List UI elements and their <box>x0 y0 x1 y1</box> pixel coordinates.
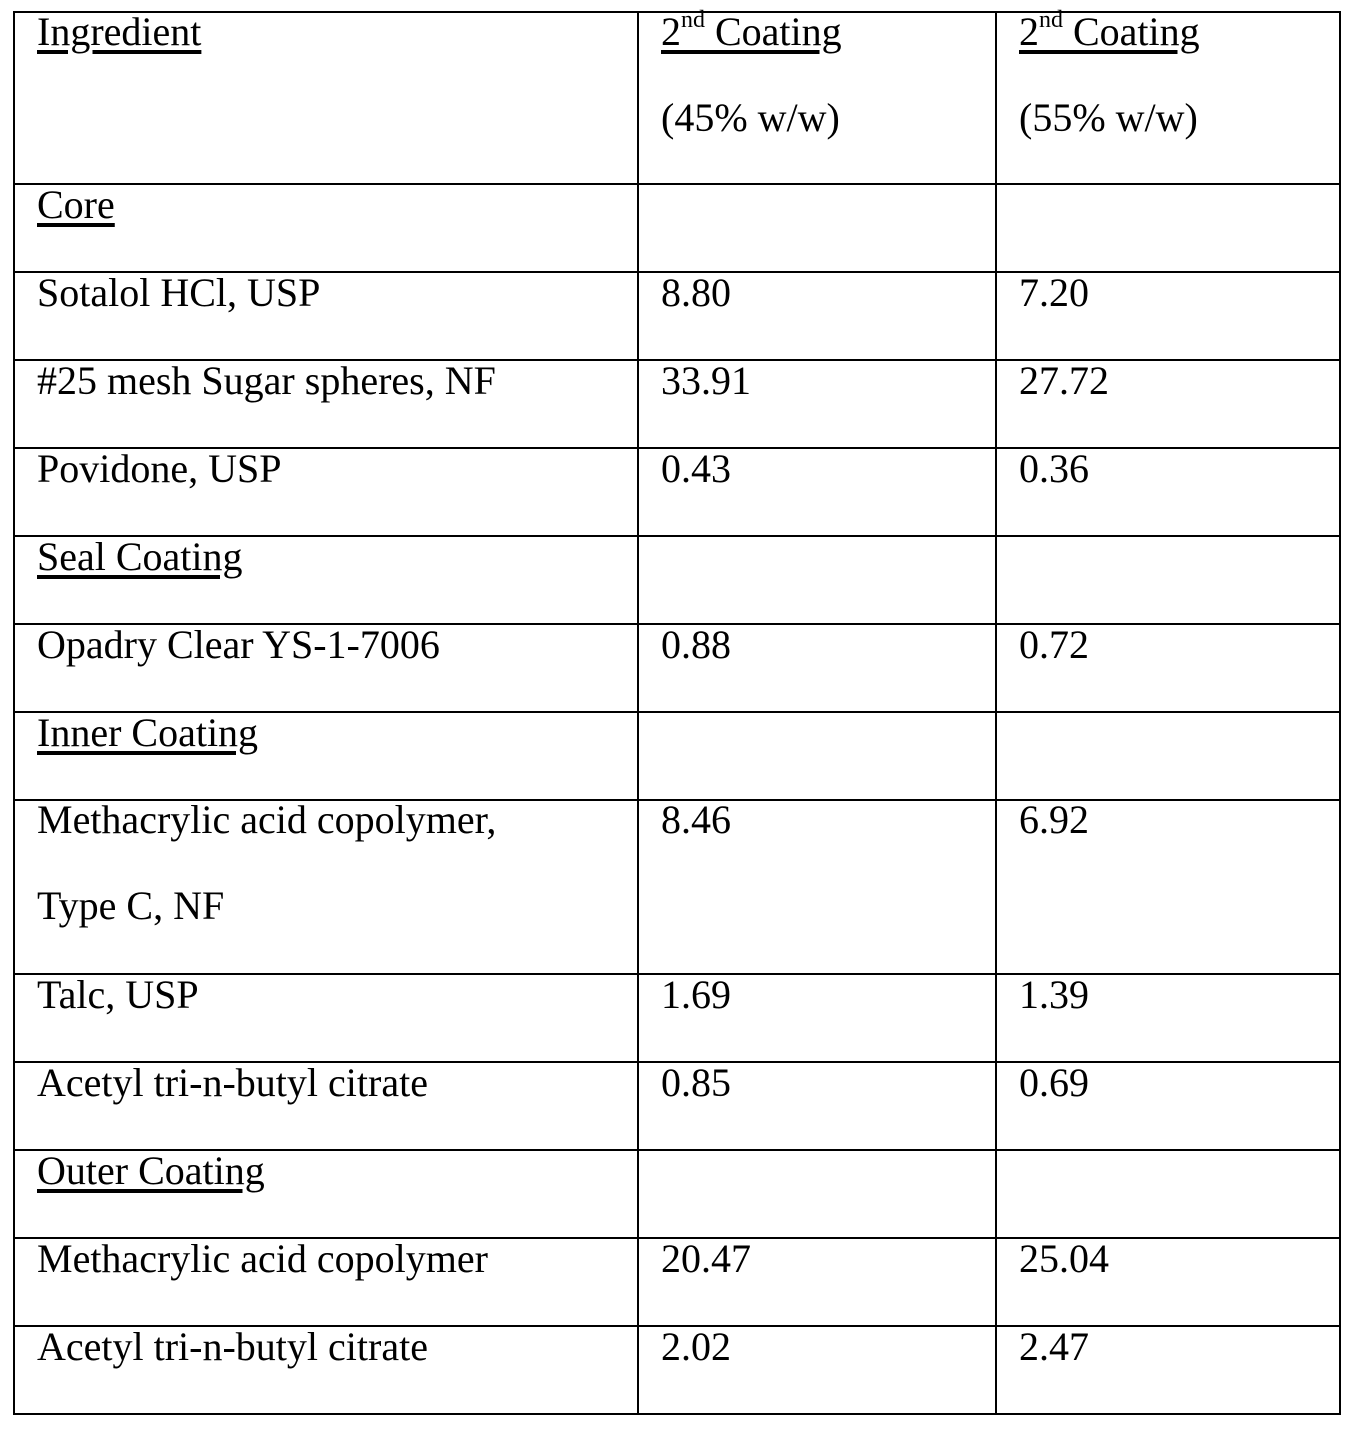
ingredient-name-cont: Type C, NF <box>37 883 224 928</box>
value-55: 0.72 <box>1019 622 1089 667</box>
ingredient-name: Acetyl tri-n-butyl citrate <box>37 1324 428 1369</box>
value-55: 2.47 <box>1019 1324 1089 1369</box>
value-55: 0.36 <box>1019 446 1089 491</box>
ingredient-name: Acetyl tri-n-butyl citrate <box>37 1060 428 1105</box>
header-row <box>14 12 1340 184</box>
section-label: Core <box>37 182 115 227</box>
value-45: 2.02 <box>661 1324 731 1369</box>
value-55-cell <box>996 448 1340 536</box>
ingredient-cell <box>14 1326 638 1414</box>
header-ingredient <box>14 12 638 184</box>
ingredient-name: Methacrylic acid copolymer <box>37 1236 488 1281</box>
header-col-45-title: 2nd Coating <box>661 9 842 54</box>
value-45: 0.43 <box>661 446 731 491</box>
value-45: 1.69 <box>661 972 731 1017</box>
value-45-cell <box>638 624 996 712</box>
value-45-cell <box>638 1326 996 1414</box>
value-55-cell <box>996 1326 1340 1414</box>
value-55-cell <box>996 624 1340 712</box>
value-55: 27.72 <box>1019 358 1109 403</box>
ingredient-name: Methacrylic acid copolymer, <box>37 797 496 842</box>
value-55-cell <box>996 1062 1340 1150</box>
header-col-45-sub: (45% w/w) <box>661 95 840 140</box>
header-col-55-sub: (55% w/w) <box>1019 95 1198 140</box>
header-col-55-title: 2nd Coating <box>1019 9 1200 54</box>
value-45: 20.47 <box>661 1236 751 1281</box>
value-55-cell <box>996 800 1340 974</box>
value-45-cell <box>638 448 996 536</box>
value-45: 0.88 <box>661 622 731 667</box>
value-45-cell <box>638 1062 996 1150</box>
section-label: Outer Coating <box>37 1148 265 1193</box>
table-row <box>14 1326 1340 1414</box>
section-label: Seal Coating <box>37 534 243 579</box>
ingredient-cell <box>14 800 638 974</box>
value-55: 7.20 <box>1019 270 1089 315</box>
value-45: 0.85 <box>661 1060 731 1105</box>
value-45: 33.91 <box>661 358 751 403</box>
value-45: 8.46 <box>661 797 731 842</box>
ingredient-name: Sotalol HCl, USP <box>37 270 320 315</box>
value-45: 8.80 <box>661 270 731 315</box>
header-ingredient-label: Ingredient <box>37 9 201 54</box>
ingredient-name: Talc, USP <box>37 972 199 1017</box>
value-55: 25.04 <box>1019 1236 1109 1281</box>
ingredient-name: Povidone, USP <box>37 446 282 491</box>
table-row <box>14 800 1340 974</box>
header-col-55 <box>996 12 1340 184</box>
header-col-45 <box>638 12 996 184</box>
ingredient-name: #25 mesh Sugar spheres, NF <box>37 358 496 403</box>
value-45-cell <box>638 800 996 974</box>
ingredient-name: Opadry Clear YS-1-7006 <box>37 622 440 667</box>
value-55: 1.39 <box>1019 972 1089 1017</box>
formulation-table <box>13 11 1341 1415</box>
section-label: Inner Coating <box>37 710 258 755</box>
value-55: 6.92 <box>1019 797 1089 842</box>
value-55: 0.69 <box>1019 1060 1089 1105</box>
